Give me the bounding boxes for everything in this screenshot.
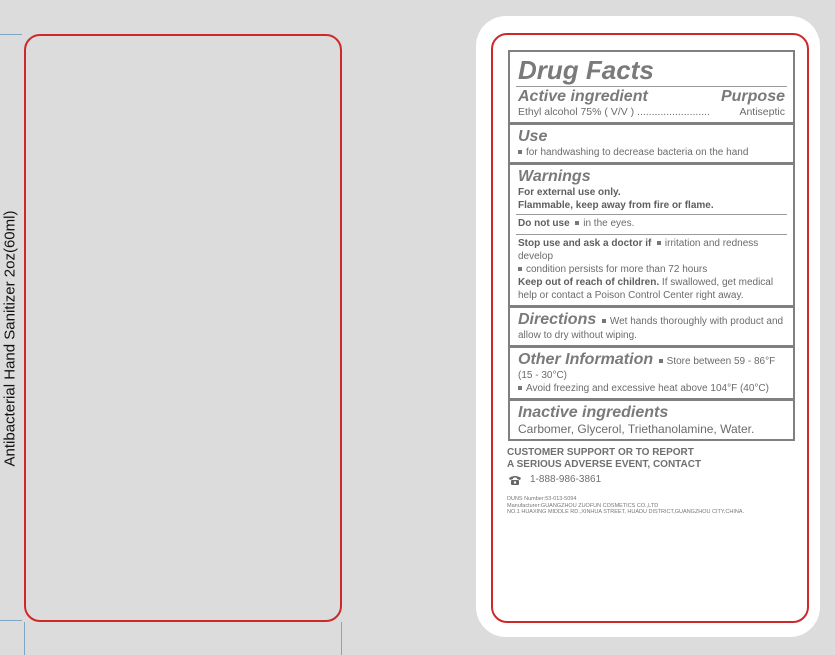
customer-support (507, 447, 797, 471)
directions-section (510, 305, 793, 345)
directions-heading: Directions (518, 311, 597, 328)
bullet-icon (659, 359, 663, 363)
bullet-icon (518, 386, 522, 390)
support-line-2: A SERIOUS ADVERSE EVENT, CONTACT (507, 459, 702, 470)
warn-flammable: Flammable, keep away from fire or flame. (518, 200, 714, 211)
telephone-icon (508, 475, 522, 485)
inactive-section (510, 398, 793, 439)
address: NO.1 HUAXING MIDDLE RD.,XINHUA STREET, HUADU DISTRICT,GUANGZHOU CITY,CHINA. (507, 509, 745, 515)
active-ingredient-line: Ethyl alcohol 75% ( V/V ) ......................... (518, 106, 710, 118)
active-ingredient-heading: Active ingredient (518, 88, 648, 105)
do-not-use-label: Do not use (518, 218, 570, 229)
warnings-heading: Warnings (518, 168, 591, 185)
stop-use-text-1: irritation and redness develop (518, 238, 759, 262)
drug-facts-title: Drug Facts (518, 55, 654, 85)
bullet-icon (518, 150, 522, 154)
phone-number: 1-888-986-3861 (530, 474, 602, 485)
drug-facts-box (508, 50, 795, 441)
other-info-section (510, 345, 793, 398)
use-text: for handwashing to decrease bacteria on the hand (526, 147, 749, 158)
guide-line-right (341, 622, 342, 655)
directions-text: Wet hands thoroughly with product and allow to dry without wiping. (518, 316, 784, 341)
bullet-icon (518, 267, 522, 271)
guide-line-bottom (0, 620, 22, 621)
duns-number: DUNS Number:53-013-5094 (507, 496, 577, 502)
side-label-text: Antibacterial Hand Sanitizer 2oz(60ml) (1, 210, 19, 467)
other-info-text-1: Store between 59 - 86°F (15 - 30°C) (518, 356, 776, 381)
side-label (0, 210, 22, 467)
other-info-text-2: Avoid freezing and excessive heat above 104°F (40°C) (526, 383, 769, 394)
guide-line-top (0, 34, 22, 35)
use-section (510, 122, 793, 162)
fine-print (507, 496, 807, 516)
inactive-text: Carbomer, Glycerol, Triethanolamine, Water. (518, 422, 755, 436)
keep-out-text: If swallowed, get medical help or contact a Poison Control Center right away. (518, 277, 774, 301)
other-info-heading: Other Information (518, 351, 654, 368)
warnings-section (510, 162, 793, 305)
purpose-value: Antiseptic (739, 106, 785, 118)
purpose-heading: Purpose (720, 88, 785, 105)
guide-line-left (24, 622, 25, 655)
drug-facts-header (510, 52, 793, 122)
use-heading: Use (518, 128, 548, 145)
support-phone (508, 474, 601, 485)
warn-external: For external use only. (518, 187, 621, 198)
support-line-1: CUSTOMER SUPPORT OR TO REPORT (507, 447, 694, 458)
keep-out-label: Keep out of reach of children. (518, 277, 660, 288)
stop-use-label: Stop use and ask a doctor if (518, 238, 652, 249)
inactive-heading: Inactive ingredients (518, 404, 669, 421)
bullet-icon (657, 241, 661, 245)
do-not-use-text: in the eyes. (583, 218, 635, 229)
front-label-panel (24, 34, 342, 622)
bullet-icon (602, 319, 606, 323)
bullet-icon (575, 221, 579, 225)
manufacturer: Manufacturer:GUANGZHOU ZUOFUN COSMETICS CO.,LTD (507, 502, 659, 509)
stop-use-text-2: condition persists for more than 72 hours (526, 264, 708, 275)
